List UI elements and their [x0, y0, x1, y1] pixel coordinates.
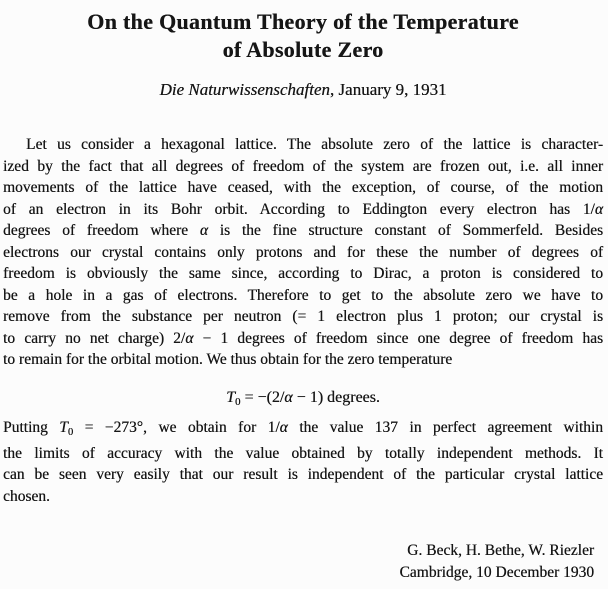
paragraph-1 [3, 134, 603, 371]
math-subscript: 0 [67, 426, 74, 438]
text-run: to carry no net charge) 2/ [3, 329, 186, 347]
text-run: = −(2/ [240, 388, 285, 406]
text-run: freedom is obviously the same since, according to Dirac, a proton is considered to [3, 265, 603, 282]
math-subscript: 0 [235, 395, 241, 408]
text-line [3, 242, 603, 264]
journal-date: , January 9, 1931 [329, 80, 447, 99]
paragraph-2 [3, 417, 603, 508]
text-run: can be seen very easily that our result is independent of the particular crystal lattice [3, 466, 603, 484]
math-var: α [199, 222, 208, 239]
math-var: α [594, 200, 603, 218]
text-line [3, 285, 603, 307]
text-run: Let us consider a hexagonal lattice. The absolute zero of the lattice is character- [26, 136, 603, 153]
text-run: − 1) degrees. [292, 388, 380, 406]
signature-place-date: Cambridge, 10 December 1930 [399, 563, 594, 581]
text-line [3, 328, 603, 350]
text-run: of an electron in its Bohr orbit. According to Eddington every electron has 1/ [3, 200, 595, 218]
text-line [3, 177, 603, 199]
math-var: α [185, 329, 194, 347]
text-run: remove from the substance per neutron (= 1 electron plus 1 proton; our crystal is [3, 308, 603, 325]
signature-authors: G. Beck, H. Bethe, W. Riezler [407, 542, 594, 560]
zero-temperature-equation [3, 386, 603, 414]
text-run: degrees of freedom where [3, 222, 200, 239]
text-run: = −273°, we obtain for 1/ [73, 418, 280, 436]
math-var: T [59, 418, 68, 436]
signature-block [3, 540, 603, 583]
journal-citation [3, 79, 603, 101]
text-line [3, 306, 603, 328]
text-line [3, 199, 603, 221]
text-line [3, 349, 603, 371]
text-run: chosen. [3, 487, 50, 505]
text-run: electrons our crystal contains only protons and for these the number of degrees of [3, 243, 603, 261]
text-line [3, 486, 603, 508]
text-line [3, 134, 603, 156]
title-line-1: On the Quantum Theory of the Temperature [87, 9, 519, 34]
text-line [3, 156, 603, 178]
text-line [3, 443, 603, 465]
math-var: α [284, 388, 293, 406]
math-var: α [279, 418, 288, 436]
text-line [3, 220, 603, 242]
text-run: the value 137 in perfect agreement within [287, 418, 603, 436]
text-line [3, 263, 603, 285]
text-run: movements of the lattice have ceased, with the exception, of course, of the motion [3, 179, 603, 196]
text-run: − 1 degrees of freedom since one degree of freedom has [193, 329, 603, 347]
title-line-2: of Absolute Zero [222, 37, 384, 62]
text-line [3, 464, 603, 486]
text-run: be a hole in a gas of electrons. Therefore to get to the absolute zero we have to [3, 286, 603, 304]
text-run: ized by the fact that all degrees of freedom of the system are frozen out, i.e. all inner [3, 157, 603, 175]
text-run: to remain for the orbital motion. We thus obtain for the zero temperature [3, 351, 453, 368]
text-run: is the fine structure constant of Sommerfeld. Besides [207, 222, 603, 239]
journal-name: Die Naturwissenschaften [159, 80, 330, 99]
paper-title [3, 8, 603, 64]
text-run: the limits of accuracy with the value obtained by totally independent methods. It [3, 444, 603, 462]
math-var: T [226, 388, 235, 406]
text-line [3, 417, 603, 443]
text-run: Putting [3, 418, 60, 436]
